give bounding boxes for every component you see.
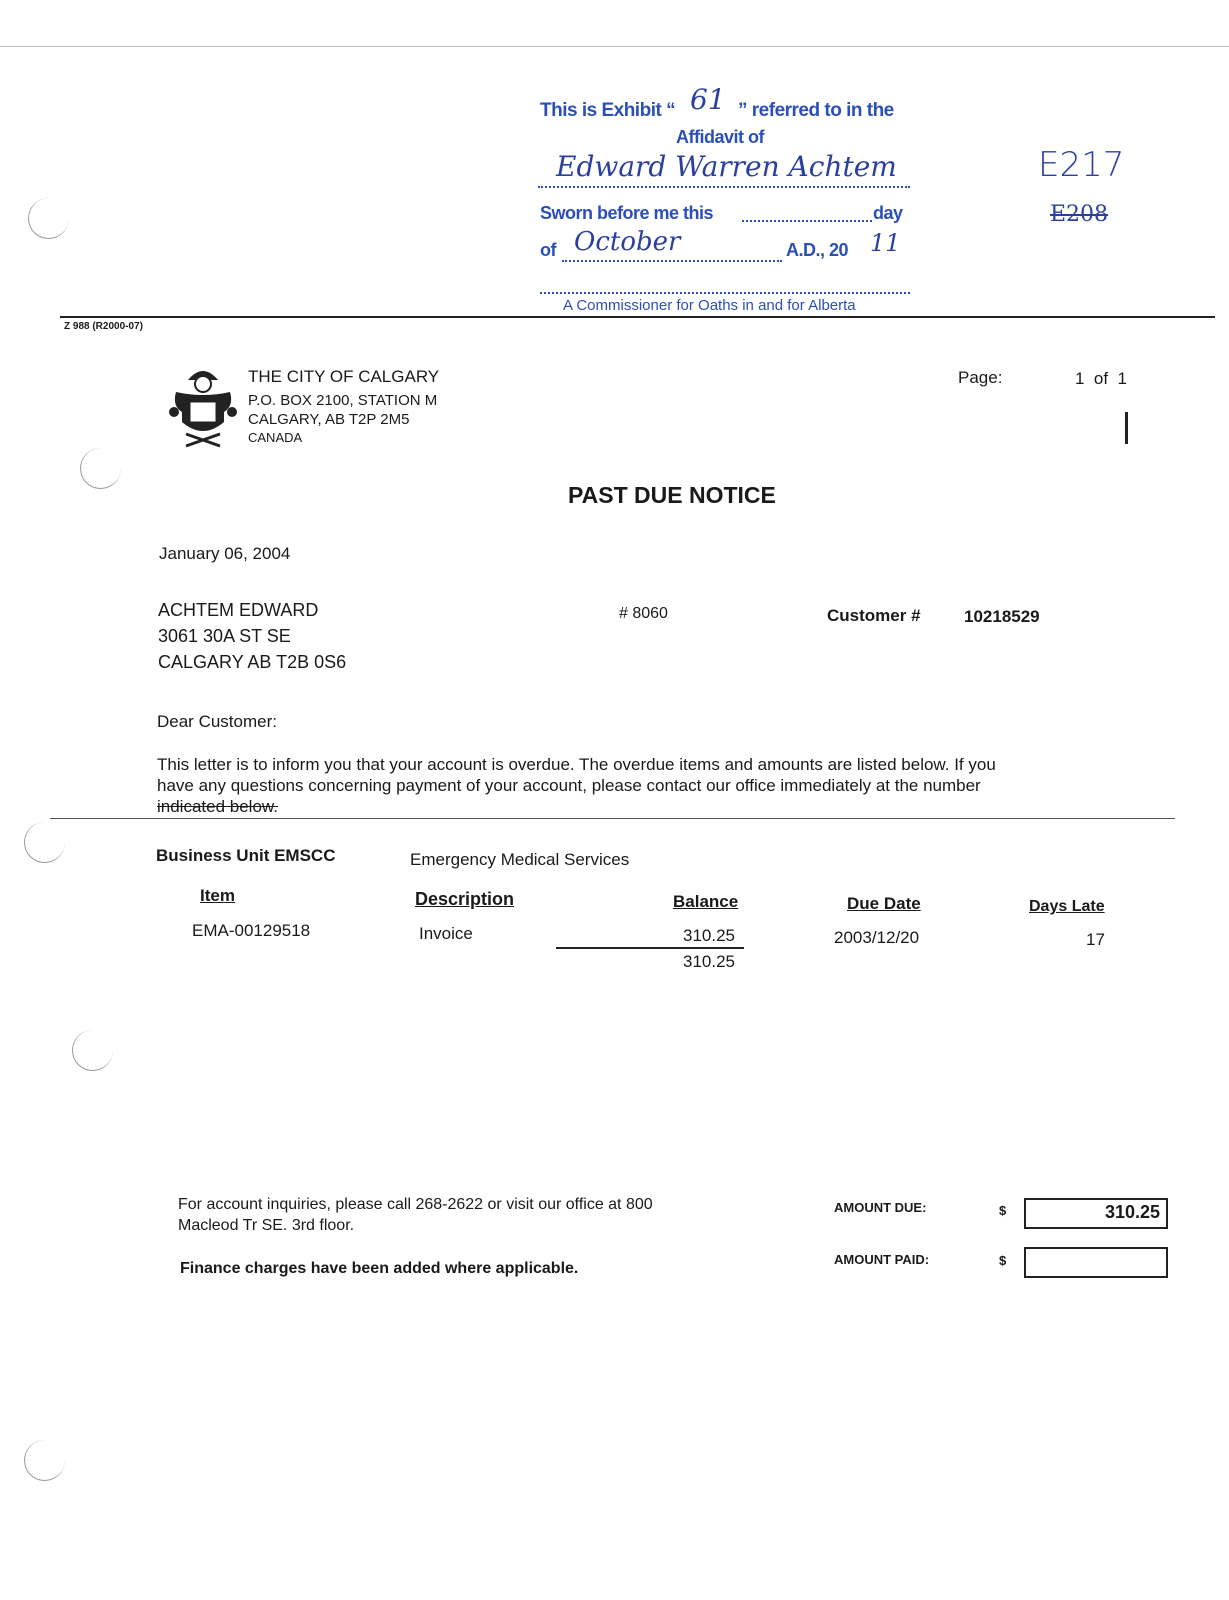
amount-paid-field[interactable] xyxy=(1024,1247,1168,1278)
customer-label: Customer # xyxy=(827,606,921,625)
amount-due-currency: $ xyxy=(999,1203,1007,1218)
notice-date: January 06, 2004 xyxy=(159,544,291,563)
business-unit-name: Emergency Medical Services xyxy=(410,850,630,869)
recipient-name: ACHTEM EDWARD xyxy=(158,600,319,620)
recipient-address-1: 3061 30A ST SE xyxy=(158,626,291,646)
exhibit-code: E217 xyxy=(1038,145,1125,185)
fold-line xyxy=(50,818,1175,819)
month-line xyxy=(562,260,782,262)
exhibit-code-struck: E208 xyxy=(1050,202,1109,227)
sender-country: CANADA xyxy=(248,430,303,445)
recipient-address-2: CALGARY AB T2B 0S6 xyxy=(158,652,347,672)
header-description: Description xyxy=(415,889,515,909)
punch-hole xyxy=(24,822,65,863)
reference-number: # 8060 xyxy=(619,605,668,622)
sender-address-2: CALGARY, AB T2P 2M5 xyxy=(248,411,410,428)
signature-line xyxy=(538,186,910,188)
body-line: have any questions concerning payment of your account, please contact our office immediately at the number xyxy=(157,776,981,795)
body-line: indicated below. xyxy=(157,797,278,816)
amount-due-label: AMOUNT DUE: xyxy=(834,1200,927,1215)
page-value: 1 of 1 xyxy=(1075,369,1127,388)
sender-address-1: P.O. BOX 2100, STATION M xyxy=(248,392,438,409)
balance-total: 310.25 xyxy=(683,952,735,971)
amount-paid-label: AMOUNT PAID: xyxy=(834,1252,930,1267)
total-rule xyxy=(556,947,744,949)
exhibit-number: 61 xyxy=(690,83,726,116)
inquiry-line-2: Macleod Tr SE. 3rd floor. xyxy=(178,1217,355,1234)
year: 11 xyxy=(870,229,901,257)
of-label: of xyxy=(540,240,556,260)
inquiry-line-1: For account inquiries, please call 268-2622 or visit our office at 800 xyxy=(178,1196,653,1213)
cell-days-late: 17 xyxy=(1086,930,1105,949)
header-rule xyxy=(60,316,1215,318)
amount-paid-currency: $ xyxy=(999,1253,1007,1268)
header-item: Item xyxy=(200,886,235,905)
form-code: Z 988 (R2000-07) xyxy=(64,321,143,332)
header-balance: Balance xyxy=(673,892,739,911)
day-label: day xyxy=(873,203,903,223)
scan-mark xyxy=(1125,412,1128,444)
finance-note: Finance charges have been added where applicable. xyxy=(180,1260,579,1277)
header-due-date: Due Date xyxy=(847,894,921,913)
customer-number: 10218529 xyxy=(964,607,1040,626)
cell-balance: 310.25 xyxy=(683,926,735,945)
page-title: PAST DUE NOTICE xyxy=(568,482,776,508)
commissioner-line xyxy=(540,292,910,294)
page-label: Page: xyxy=(958,368,1003,387)
punch-hole xyxy=(28,198,69,239)
body-line: This letter is to inform you that your account is overdue. The overdue items and amounts are listed below. If you xyxy=(157,755,996,774)
month: October xyxy=(574,227,681,257)
sworn-label: Sworn before me this xyxy=(540,203,714,223)
sender-name: THE CITY OF CALGARY xyxy=(248,367,440,386)
exhibit-suffix: ” referred to in the xyxy=(738,100,894,121)
cell-item: EMA-00129518 xyxy=(192,921,311,940)
commissioner-label: A Commissioner for Oaths in and for Alberta xyxy=(563,297,856,314)
ad-label: A.D., 20 xyxy=(786,240,849,260)
salutation: Dear Customer: xyxy=(157,712,277,731)
exhibit-prefix: This is Exhibit “ xyxy=(540,100,676,121)
scan-edge xyxy=(0,46,1229,47)
cell-due-date: 2003/12/20 xyxy=(834,928,920,947)
punch-hole xyxy=(72,1030,113,1071)
business-unit-label: Business Unit EMSCC xyxy=(156,846,336,865)
punch-hole xyxy=(24,1440,65,1481)
day-line xyxy=(742,220,872,222)
deponent-name: Edward Warren Achtem xyxy=(556,150,897,183)
amount-due-box: 310.25 xyxy=(1024,1198,1168,1229)
affidavit-of: Affidavit of xyxy=(676,127,764,147)
header-days-late: Days Late xyxy=(1029,898,1105,915)
city-crest-logo xyxy=(168,362,238,448)
cell-description: Invoice xyxy=(419,924,473,943)
punch-hole xyxy=(80,448,121,489)
